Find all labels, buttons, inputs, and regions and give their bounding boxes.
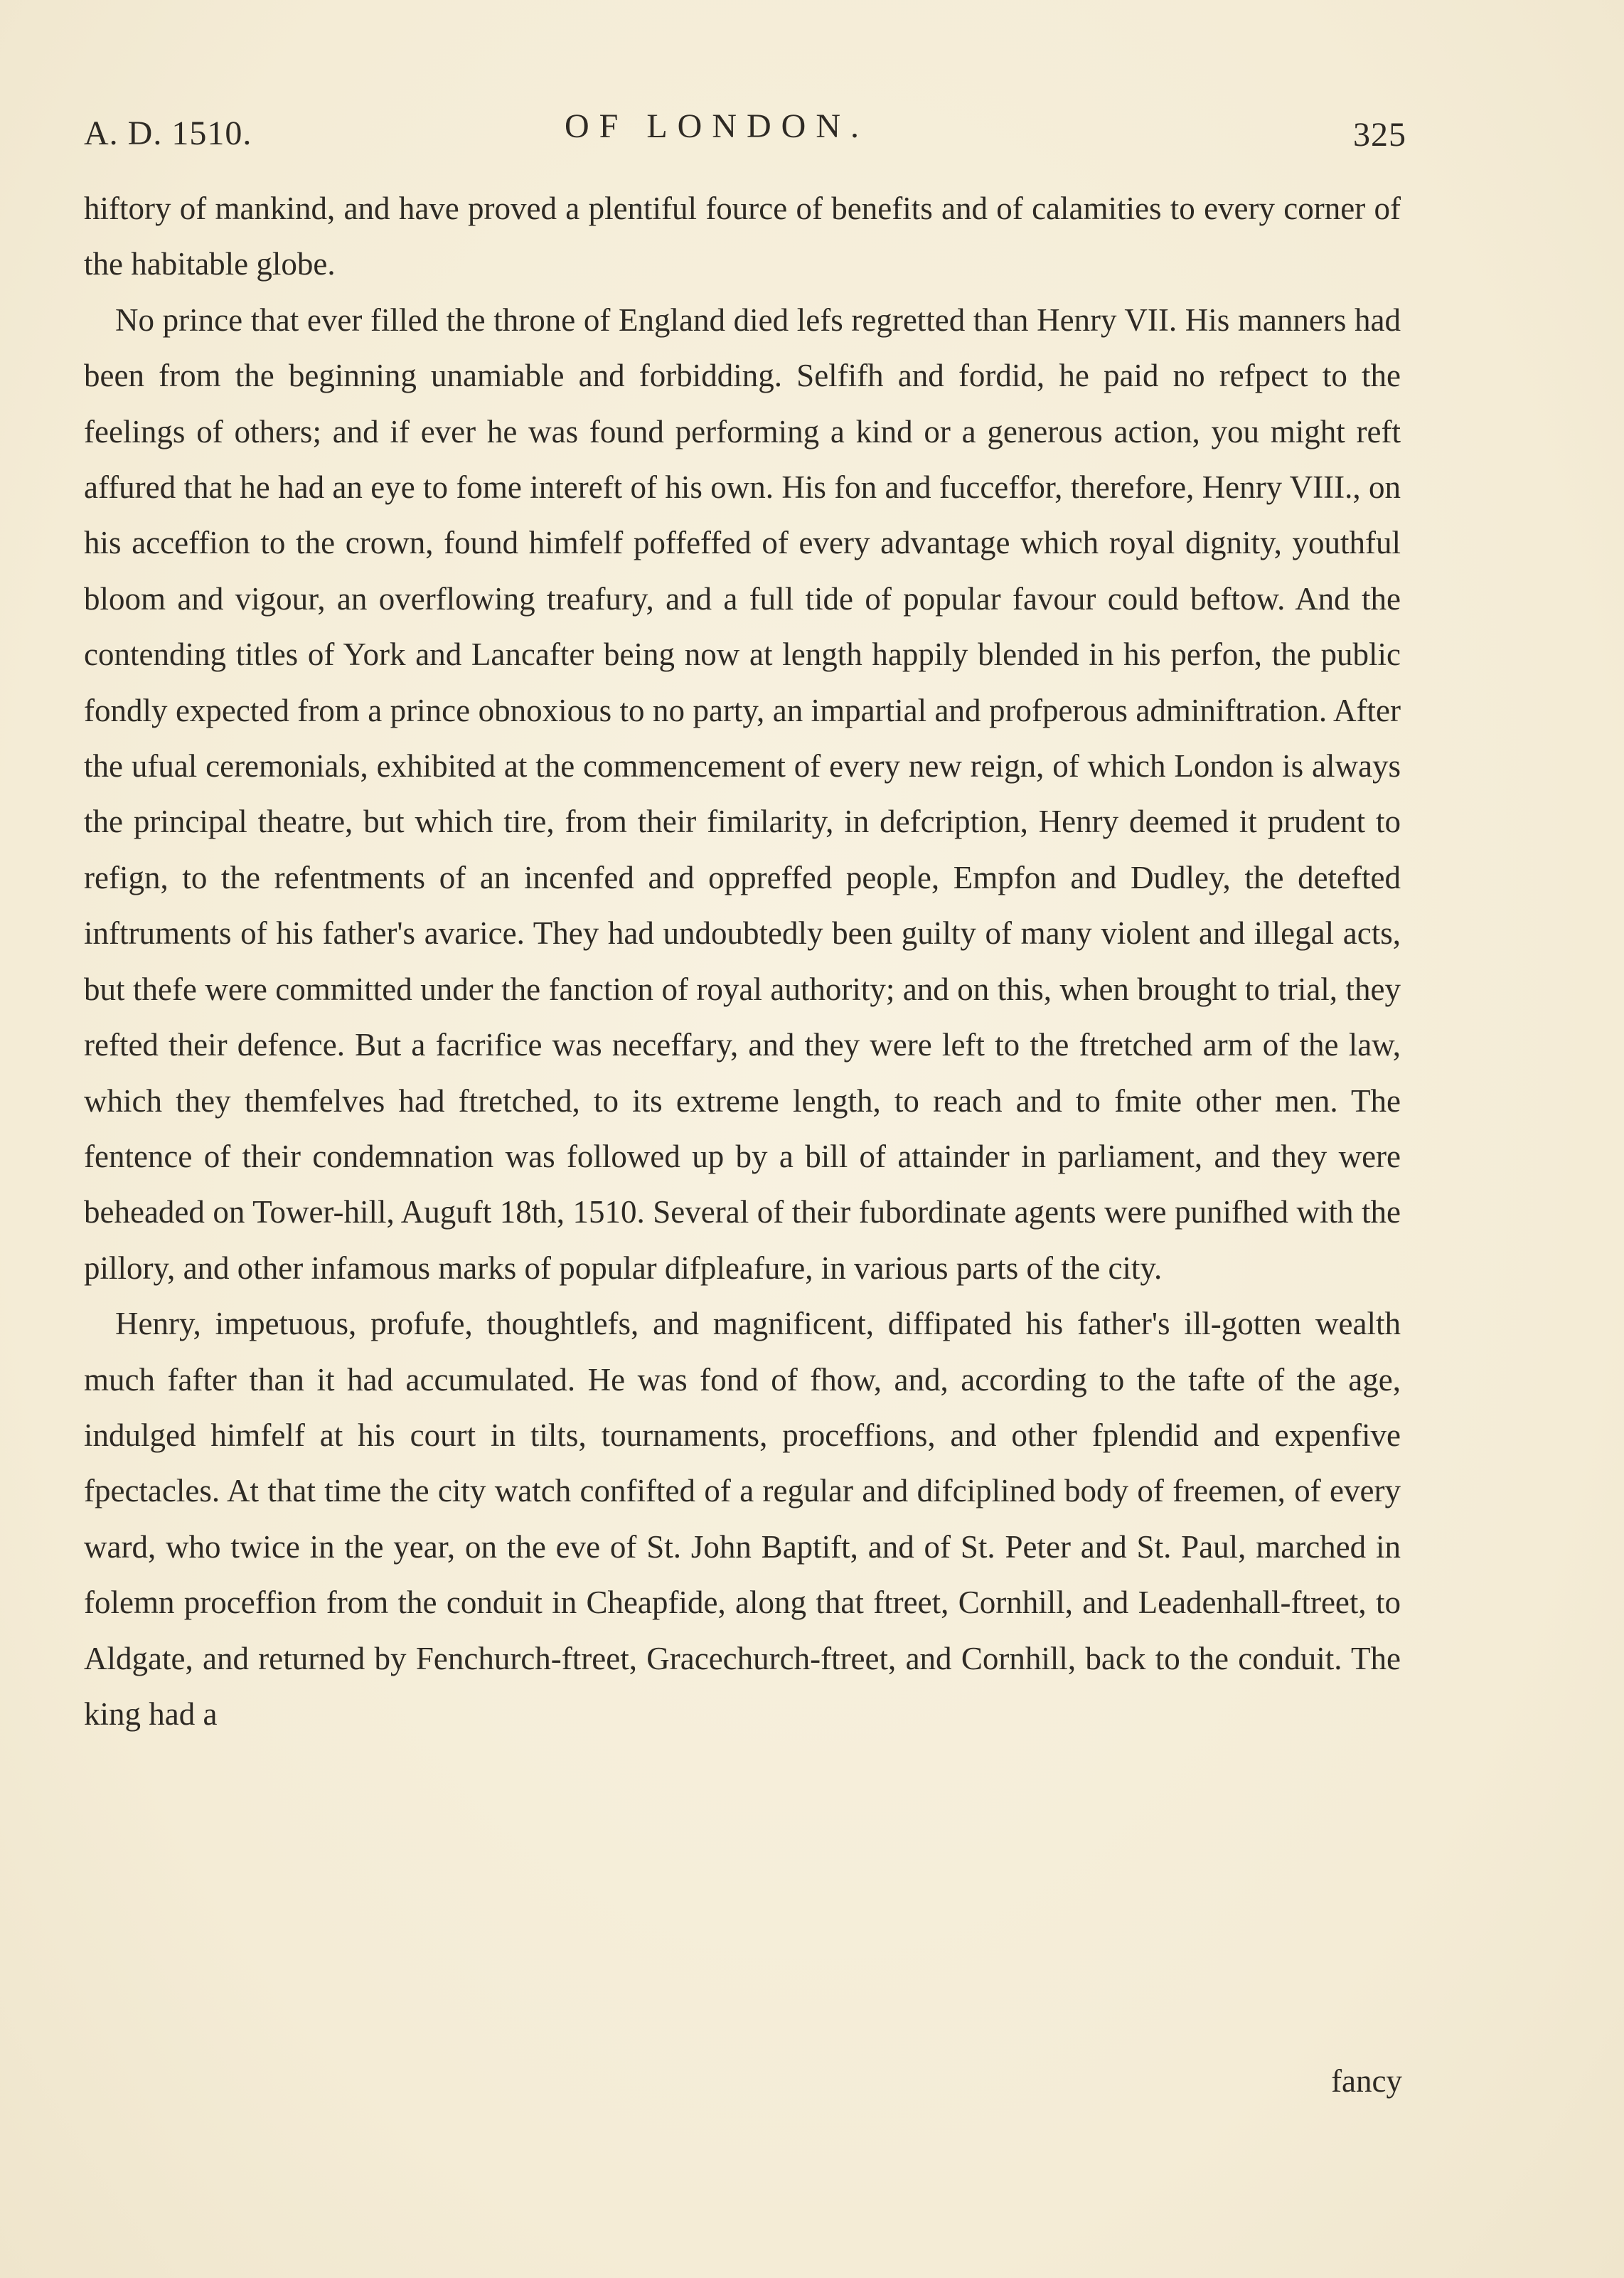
catchword: fancy [1331,2063,1402,2099]
header-title: OF LONDON. [565,107,869,145]
header-year: A. D. 1510. [84,115,252,152]
paragraph-continued: hiftory of mankind, and have proved a plentiful fource of benefits and of calamities to every corner of the habitable globe. [84,191,1401,282]
page-number: 325 [1353,116,1406,154]
paragraph-henry-viii: Henry, impetuous, profufe, thoughtlefs, and magnificent, diffipated his father's ill-gotten wealth much fafter than it had accumulated. He was fond of fhow, and, according to the tafte of the age, indulged himfelf at his court in tilts, tournaments, proceffions, and other fplendid and expenfive fpectacles. At that time the city watch confifted of a regular and difciplined body of freemen, of every ward, who twice in the year, on the eve of St. John Baptift, and of St. Peter and St. Paul, marched in folemn proceffion from the conduit in Cheapfide, along that ftreet, Cornhill, and Leadenhall-ftreet, to Aldgate, and returned by Fenchurch-ftreet, Gracechurch-ftreet, and Cornhill, back to the conduit. The king had a [84,1306,1401,1732]
running-header [84,107,1406,156]
body-text [84,181,1401,1742]
paragraph-henry-vii: No prince that ever filled the throne of England died lefs regretted than Henry VII. His manners had been from the beginning unamiable and forbidding. Selfifh and fordid, he paid no refpect to the feelings of others; and if ever he was found performing a kind or a generous action, you might reft affured that he had an eye to fome intereft of his own. His fon and fucceffor, therefore, Henry VIII., on his acceffion to the crown, found himfelf poffeffed of every advantage which royal dignity, youthful bloom and vigour, an overflowing treafury, and a full tide of popular favour could beftow. And the contending titles of York and Lancafter being now at length happily blended in his perfon, the public fondly expected from a prince obnoxious to no party, an impartial and profperous adminiftration. After the ufual ceremonials, exhibited at the commencement of every new reign, of which London is always the principal theatre, but which tire, from their fimilarity, in defcription, Henry deemed it prudent to refign, to the refentments of an incenfed and oppreffed people, Empfon and Dudley, the detefted inftruments of his father's avarice. They had undoubtedly been guilty of many violent and illegal acts, but thefe were committed under the fanction of royal authority; and on this, when brought to trial, they refted their defence. But a facrifice was neceffary, and they were left to the ftretched arm of the law, which they themfelves had ftretched, to its extreme length, to reach and to fmite other men. The fentence of their condemnation was followed up by a bill of attainder in parliament, and they were beheaded on Tower-hill, Auguft 18th, 1510. Several of their fubordinate agents were punifhed with the pillory, and other infamous marks of popular difpleafure, in various parts of the city. [84,302,1401,1286]
